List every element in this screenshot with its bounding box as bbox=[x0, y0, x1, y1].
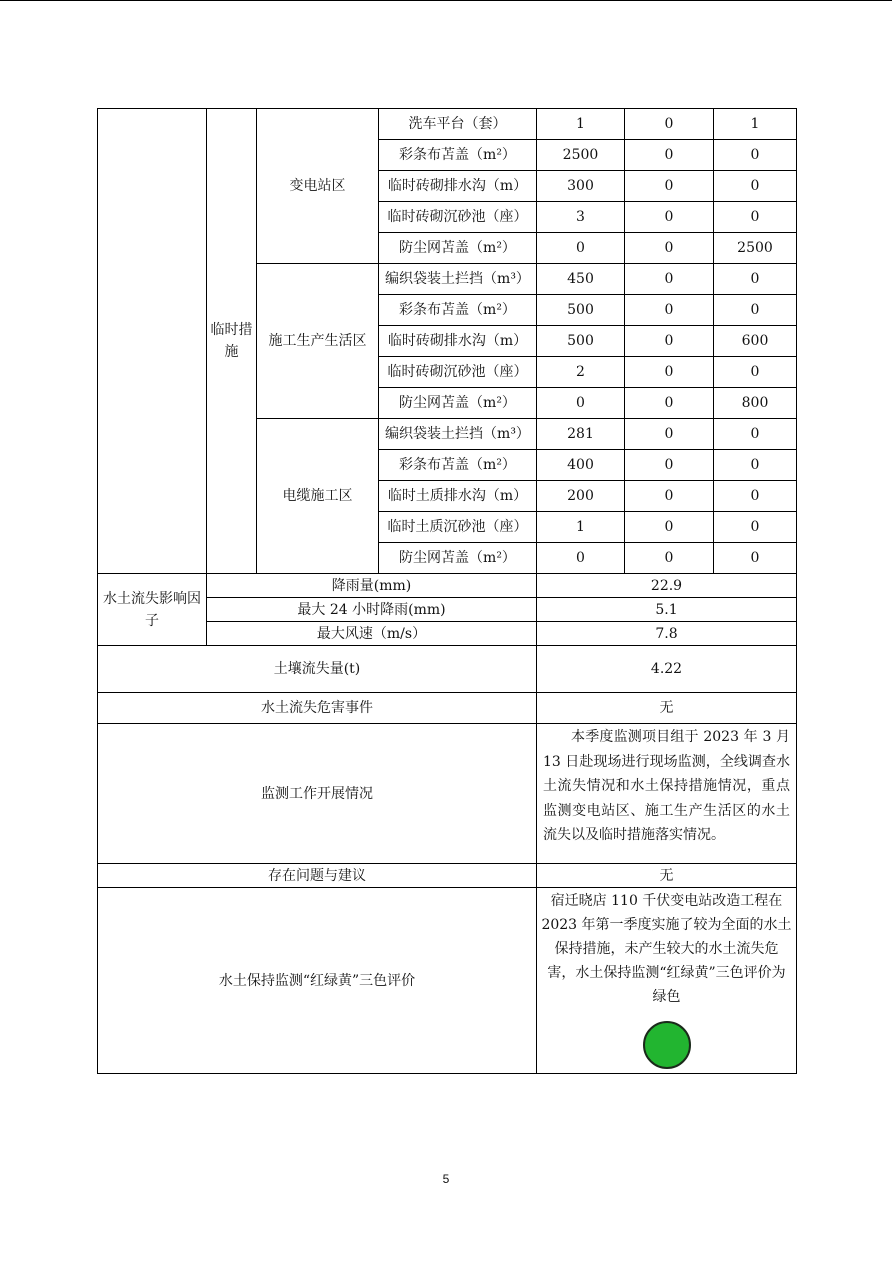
factor-row bbox=[98, 574, 797, 598]
measure-cumulative: 1 bbox=[714, 109, 797, 140]
blank-category-cell bbox=[98, 109, 207, 574]
monitoring-report-table bbox=[97, 108, 797, 1074]
measure-cumulative: 0 bbox=[714, 264, 797, 295]
measure-cumulative: 0 bbox=[714, 512, 797, 543]
hazard-label: 水土流失危害事件 bbox=[98, 693, 537, 724]
page-number: 5 bbox=[442, 1172, 450, 1186]
measure-planned: 2 bbox=[537, 357, 625, 388]
measure-current: 0 bbox=[625, 295, 714, 326]
measure-planned: 2500 bbox=[537, 140, 625, 171]
measure-current: 0 bbox=[625, 388, 714, 419]
monitoring-row bbox=[98, 724, 797, 864]
measure-cumulative: 0 bbox=[714, 357, 797, 388]
evaluation-text: 宿迁晓店 110 千伏变电站改造工程在 2023 年第一季度实施了较为全面的水土保持措施，未产生较大的水土流失危害，水土保持监测“红绿黄”三色评价为绿色 bbox=[541, 893, 792, 1005]
measure-name: 临时砖砌排水沟（m） bbox=[379, 171, 537, 202]
measure-current: 0 bbox=[625, 419, 714, 450]
measure-cumulative: 0 bbox=[714, 543, 797, 574]
measure-name: 洗车平台（套） bbox=[379, 109, 537, 140]
measure-cumulative: 0 bbox=[714, 419, 797, 450]
top-border-line bbox=[0, 0, 892, 1]
measure-planned: 450 bbox=[537, 264, 625, 295]
measure-name: 临时土质排水沟（m） bbox=[379, 481, 537, 512]
measure-area: 施工生产生活区 bbox=[257, 264, 379, 419]
measure-name: 彩条布苫盖（m²） bbox=[379, 450, 537, 481]
measure-name: 彩条布苫盖（m²） bbox=[379, 140, 537, 171]
measure-category: 临时措施 bbox=[207, 109, 257, 574]
measure-name: 防尘网苫盖（m²） bbox=[379, 233, 537, 264]
measure-name: 临时砖砌排水沟（m） bbox=[379, 326, 537, 357]
monitoring-label: 监测工作开展情况 bbox=[98, 724, 537, 864]
measure-name: 临时砖砌沉砂池（座） bbox=[379, 202, 537, 233]
factor-value: 22.9 bbox=[537, 574, 797, 598]
measure-name: 彩条布苫盖（m²） bbox=[379, 295, 537, 326]
measure-area: 变电站区 bbox=[257, 109, 379, 264]
factor-value: 5.1 bbox=[537, 598, 797, 622]
measure-name: 编织袋装土拦挡（m³） bbox=[379, 264, 537, 295]
issues-value: 无 bbox=[537, 864, 797, 888]
measure-planned: 400 bbox=[537, 450, 625, 481]
factor-name: 最大 24 小时降雨(mm) bbox=[207, 598, 537, 622]
evaluation-row bbox=[98, 888, 797, 1074]
issues-label: 存在问题与建议 bbox=[98, 864, 537, 888]
measure-current: 0 bbox=[625, 264, 714, 295]
measure-name: 编织袋装土拦挡（m³） bbox=[379, 419, 537, 450]
measure-current: 0 bbox=[625, 109, 714, 140]
measure-name: 防尘网苫盖（m²） bbox=[379, 543, 537, 574]
measure-current: 0 bbox=[625, 357, 714, 388]
measure-current: 0 bbox=[625, 171, 714, 202]
measure-cumulative: 2500 bbox=[714, 233, 797, 264]
measure-name: 临时土质沉砂池（座） bbox=[379, 512, 537, 543]
measure-planned: 300 bbox=[537, 171, 625, 202]
measure-area: 电缆施工区 bbox=[257, 419, 379, 574]
factors-label: 水土流失影响因子 bbox=[98, 574, 207, 646]
green-rating-circle-icon bbox=[643, 1021, 691, 1069]
measure-planned: 0 bbox=[537, 233, 625, 264]
monitoring-description: 本季度监测项目组于 2023 年 3 月 13 日赴现场进行现场监测，全线调查水土流失情况和水土保持措施情况，重点监测变电站区、施工生产生活区的水土流失以及临时措施落实情况。 bbox=[537, 724, 797, 864]
measure-cumulative: 600 bbox=[714, 326, 797, 357]
measure-cumulative: 0 bbox=[714, 295, 797, 326]
hazard-row bbox=[98, 693, 797, 724]
measure-planned: 0 bbox=[537, 543, 625, 574]
measure-current: 0 bbox=[625, 326, 714, 357]
measure-row bbox=[98, 109, 797, 140]
measure-current: 0 bbox=[625, 450, 714, 481]
measure-current: 0 bbox=[625, 140, 714, 171]
measure-name: 临时砖砌沉砂池（座） bbox=[379, 357, 537, 388]
measure-current: 0 bbox=[625, 512, 714, 543]
measure-current: 0 bbox=[625, 481, 714, 512]
soil-loss-label: 土壤流失量(t) bbox=[98, 646, 537, 693]
issues-row bbox=[98, 864, 797, 888]
measure-planned: 1 bbox=[537, 109, 625, 140]
measure-cumulative: 0 bbox=[714, 481, 797, 512]
measure-cumulative: 0 bbox=[714, 171, 797, 202]
hazard-value: 无 bbox=[537, 693, 797, 724]
measure-planned: 281 bbox=[537, 419, 625, 450]
measure-planned: 3 bbox=[537, 202, 625, 233]
measure-cumulative: 0 bbox=[714, 450, 797, 481]
measure-cumulative: 800 bbox=[714, 388, 797, 419]
measure-planned: 1 bbox=[537, 512, 625, 543]
soil-loss-row bbox=[98, 646, 797, 693]
measure-planned: 0 bbox=[537, 388, 625, 419]
measure-current: 0 bbox=[625, 543, 714, 574]
measure-cumulative: 0 bbox=[714, 140, 797, 171]
measure-cumulative: 0 bbox=[714, 202, 797, 233]
measure-planned: 500 bbox=[537, 295, 625, 326]
measure-planned: 200 bbox=[537, 481, 625, 512]
measure-current: 0 bbox=[625, 202, 714, 233]
factor-value: 7.8 bbox=[537, 622, 797, 646]
evaluation-label: 水土保持监测“红绿黄”三色评价 bbox=[98, 888, 537, 1074]
measure-planned: 500 bbox=[537, 326, 625, 357]
measure-current: 0 bbox=[625, 233, 714, 264]
factor-name: 降雨量(mm) bbox=[207, 574, 537, 598]
evaluation-cell bbox=[537, 888, 797, 1074]
measure-name: 防尘网苫盖（m²） bbox=[379, 388, 537, 419]
soil-loss-value: 4.22 bbox=[537, 646, 797, 693]
factor-name: 最大风速（m/s） bbox=[207, 622, 537, 646]
